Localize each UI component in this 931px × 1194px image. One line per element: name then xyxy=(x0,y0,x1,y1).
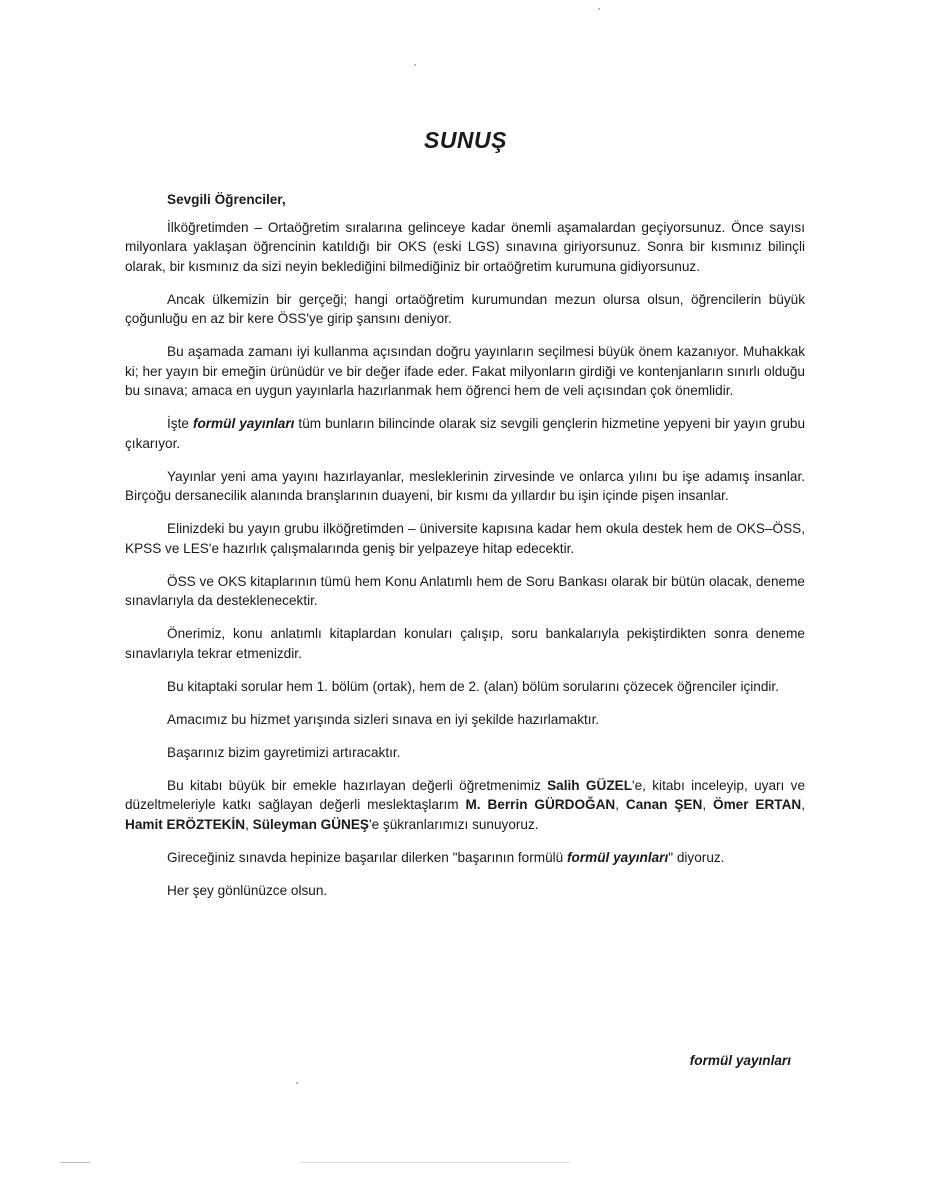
paragraph-13-text: Gireceğiniz sınavda hepinize başarılar dilerken "başarının formülü xyxy=(167,849,568,865)
ack-text: 'e, kitabı inceleyip, uyarı ve düzeltmeleriyle katkı sağlayan değerli meslektaşlarım xyxy=(125,777,806,812)
paragraph-13 xyxy=(125,848,805,868)
paragraph-11: Başarınız bizim gayretimizi artıracaktır. xyxy=(167,744,401,760)
paragraph-4-intro: İşte xyxy=(167,416,193,431)
signature: formül yayınları xyxy=(689,1053,791,1068)
scan-speck xyxy=(296,1082,298,1084)
scan-speck xyxy=(60,1162,90,1163)
paragraph-7: ÖSS ve OKS kitaplarının tümü hem Konu Anlatımlı hem de Soru Bankası olarak bir bütün olacak, deneme sınavlarıyla da desteklenecektir. xyxy=(125,573,805,608)
document-body xyxy=(125,190,805,914)
salutation: Sevgili Öğrenciler, xyxy=(167,192,286,207)
contributor-name: Süleyman GÜNEŞ xyxy=(252,816,369,832)
contributor-name: Ömer ERTAN xyxy=(713,797,802,812)
paragraph-4-text: tüm bunların bilincinde olarak siz sevgili gençlerin hizmetine yepyeni bir yayın grubu çıkarıyor. xyxy=(125,416,806,451)
ack-text: , xyxy=(702,797,714,812)
scan-speck xyxy=(300,1162,570,1163)
ack-text: , xyxy=(615,797,626,812)
paragraph-14-closing: Her şey gönlünüzce olsun. xyxy=(167,882,328,898)
ack-text: , xyxy=(245,816,253,832)
contributor-name: Hamit ERÖZTEKİN xyxy=(125,816,246,832)
scan-speck xyxy=(598,8,600,10)
paragraph-3: Bu aşamada zamanı iyi kullanma açısından doğru yayınların seçilmesi büyük önem kazanıyor. Muhakkak ki; her yayın bir emeğin ürünüdür ve bir değer ifade eder. Fakat milyonların girdiği ve kontenjanların sınırlı olduğu bu sınava; amaca en uygun yayınlarla hazırlanmak hem öğrenci hem de veli açısından çok önemlidir. xyxy=(125,344,805,398)
contributor-name: M. Berrin GÜRDOĞAN xyxy=(465,797,616,812)
brand-name: formül yayınları xyxy=(192,416,295,431)
ack-text: , xyxy=(801,797,806,812)
paragraph-1: İlköğretimden – Ortaöğretim sıralarına gelinceye kadar önemli aşamalardan geçiyorsunuz. Önce sayısı milyonlara yaklaşan öğrencinin katıldığı bir OKS (eski LGS) sınavına giriyorsunuz. Sonra bir kısmınız bilinçli olarak, bir kısmınız da sizi neyin beklediğini bilmediğiniz bir ortaöğretim kurumuna gidiyorsunuz. xyxy=(125,219,805,274)
page-title: SUNUŞ xyxy=(423,127,507,153)
brand-name: formül yayınları xyxy=(567,849,669,865)
author-name: Salih GÜZEL xyxy=(547,777,632,793)
paragraph-5: Yayınlar yeni ama yayını hazırlayanlar, mesleklerinin zirvesinde ve onlarca yılını bu işe adamış insanlar. Birçoğu dersanecilik alanında branşlarının duayeni, bir kısmı da yıllardır bu işin içinde pişen insanlar. xyxy=(125,468,805,503)
ack-text: Bu kitabı büyük bir emekle hazırlayan değerli öğretmenimiz xyxy=(167,777,548,793)
scan-speck xyxy=(414,64,416,66)
paragraph-4 xyxy=(125,414,805,453)
contributor-name: Canan ŞEN xyxy=(625,797,703,812)
ack-text: 'e şükranlarımızı sunuyoruz. xyxy=(369,816,539,832)
paragraph-2: Ancak ülkemizin bir gerçeği; hangi ortaöğretim kurumundan mezun olursa olsun, öğrencilerin büyük çoğunluğu en az bir kere ÖSS'ye girip şansını deniyor. xyxy=(125,291,805,326)
paragraph-10: Amacımız bu hizmet yarışında sizleri sınava en iyi şekilde hazırlamaktır. xyxy=(167,711,600,727)
paragraph-12-acknowledgements xyxy=(125,776,805,835)
paragraph-8: Önerimiz, konu anlatımlı kitaplardan konuları çalışıp, soru bankalarıyla pekiştirdikten sonra deneme sınavlarıyla tekrar etmenizdir. xyxy=(125,626,805,661)
paragraph-13-end: " diyoruz. xyxy=(668,849,725,865)
paragraph-9: Bu kitaptaki sorular hem 1. bölüm (ortak), hem de 2. (alan) bölüm sorularını çözecek öğrenciler içindir. xyxy=(167,678,779,694)
paragraph-6: Elinizdeki bu yayın grubu ilköğretimden – üniversite kapısına kadar hem okula destek hem de OKS–ÖSS, KPSS ve LES'e hazırlık çalışmalarında geniş bir yelpazeye hitap edecektir. xyxy=(125,521,805,556)
